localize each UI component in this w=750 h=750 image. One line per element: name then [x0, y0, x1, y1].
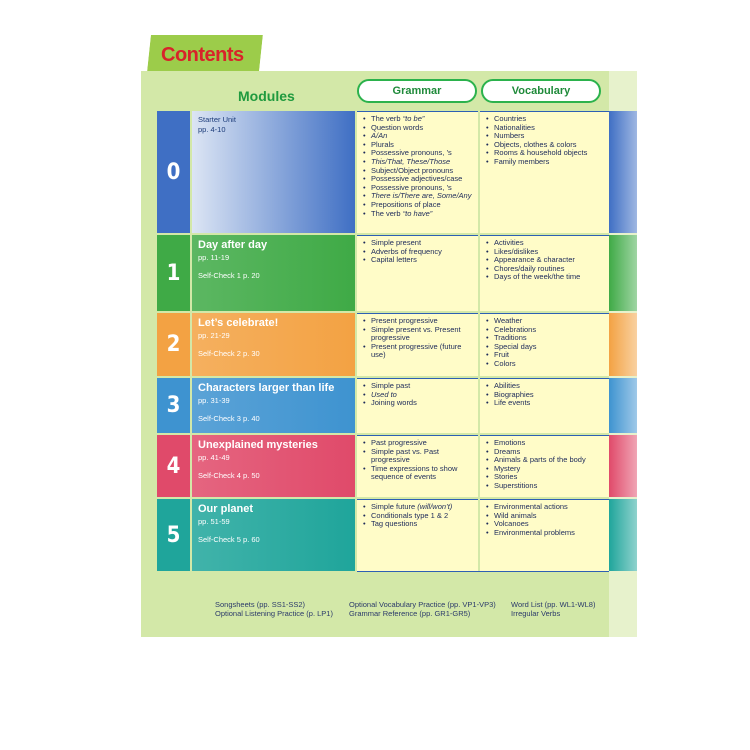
list-item: • Used to: [363, 391, 472, 400]
vocabulary-cell: [480, 313, 609, 376]
vocabulary-heading: Vocabulary: [481, 79, 601, 103]
self-check: Self-Check 1 p. 20: [198, 271, 260, 280]
module-row-5: [157, 499, 609, 571]
footer-item: Grammar Reference (pp. GR1-GR5): [349, 609, 471, 618]
module-info: [192, 378, 355, 433]
list-item: • Likes/dislikes: [486, 248, 603, 257]
list-item: • Past progressive: [363, 439, 472, 448]
list-item: • Superstitions: [486, 482, 603, 491]
page-title: Contents: [161, 44, 244, 66]
footer-col-1: [215, 600, 333, 618]
module-pages: Starter Unit: [198, 115, 236, 124]
vocabulary-cell: [480, 235, 609, 311]
list-item: • Abilities: [486, 382, 603, 391]
module-pages: pp. 11-19: [198, 253, 230, 262]
table-bottom-border: [357, 571, 609, 572]
module-pages: pp. 51-59: [198, 517, 230, 526]
grammar-cell: [357, 435, 478, 497]
module-number: 0: [157, 111, 190, 233]
module-row-0: [157, 111, 609, 233]
vocabulary-cell: [480, 378, 609, 433]
module-title: Our planet: [198, 503, 254, 515]
side-tab: [609, 499, 637, 571]
list-item: • The verb “to be”: [363, 115, 472, 124]
list-item: • Present progressive (future use): [363, 343, 472, 360]
list-item: • Joining words: [363, 399, 472, 408]
list-item: • Environmental problems: [486, 529, 603, 538]
list-item: • The verb “to have”: [363, 210, 472, 219]
footer-item: Optional Vocabulary Practice (pp. VP1-VP3): [349, 600, 496, 609]
module-title: Let’s celebrate!: [198, 317, 279, 329]
list-item: • Mystery: [486, 465, 603, 474]
list-item: • Numbers: [486, 132, 603, 141]
list-item: • Objects, clothes & colors: [486, 141, 603, 150]
list-item: • Simple past vs. Past progressive: [363, 448, 472, 465]
module-pages: pp. 21-29: [198, 331, 230, 340]
module-number: 5: [157, 499, 190, 571]
list-item: • Family members: [486, 158, 603, 167]
list-item: • Dreams: [486, 448, 603, 457]
list-item: • Question words: [363, 124, 472, 133]
list-item: • Prepositions of place: [363, 201, 472, 210]
footer-item: Optional Listening Practice (p. LP1): [215, 609, 333, 618]
list-item: • Fruit: [486, 351, 603, 360]
side-tab: [609, 111, 637, 233]
list-item: • Capital letters: [363, 256, 472, 265]
modules-heading: Modules: [238, 88, 295, 104]
module-number: 1: [157, 235, 190, 311]
list-item: • Life events: [486, 399, 603, 408]
module-info: [192, 235, 355, 311]
module-pages: pp. 4-10: [198, 125, 226, 134]
footer-item: Word List (pp. WL1-WL8): [511, 600, 596, 609]
list-item: • Colors: [486, 360, 603, 369]
list-item: • Celebrations: [486, 326, 603, 335]
module-info: [192, 313, 355, 376]
list-item: • Possessive pronouns, ’s: [363, 149, 472, 158]
grammar-cell: [357, 111, 478, 233]
list-item: • Countries: [486, 115, 603, 124]
list-item: • Present progressive: [363, 317, 472, 326]
self-check: Self-Check 2 p. 30: [198, 349, 260, 358]
grammar-cell: [357, 499, 478, 571]
list-item: • Simple future (will/won’t): [363, 503, 472, 512]
list-item: • Appearance & character: [486, 256, 603, 265]
module-info: [192, 499, 355, 571]
module-title: Characters larger than life: [198, 382, 335, 394]
list-item: • Activities: [486, 239, 603, 248]
list-item: • Animals & parts of the body: [486, 456, 603, 465]
vocabulary-cell: [480, 435, 609, 497]
list-item: • Time expressions to show sequence of events: [363, 465, 472, 482]
module-row-3: [157, 378, 609, 433]
list-item: • Adverbs of frequency: [363, 248, 472, 257]
module-number: 2: [157, 313, 190, 376]
list-item: • Possessive pronouns, ’s: [363, 184, 472, 193]
self-check: Self-Check 4 p. 50: [198, 471, 260, 480]
contents-page: [141, 33, 637, 637]
list-item: • Traditions: [486, 334, 603, 343]
module-title: Day after day: [198, 239, 268, 251]
vocabulary-cell: [480, 499, 609, 571]
list-item: • Rooms & household objects: [486, 149, 603, 158]
self-check: Self-Check 3 p. 40: [198, 414, 260, 423]
footer-item: Songsheets (pp. SS1-SS2): [215, 600, 306, 609]
list-item: • Subject/Object pronouns: [363, 167, 472, 176]
grammar-heading: Grammar: [357, 79, 477, 103]
list-item: • Days of the week/the time: [486, 273, 603, 282]
module-info: [192, 111, 355, 233]
list-item: • Special days: [486, 343, 603, 352]
list-item: • Chores/daily routines: [486, 265, 603, 274]
module-number: 4: [157, 435, 190, 497]
side-tab: [609, 378, 637, 433]
module-title: Unexplained mysteries: [198, 439, 318, 451]
grammar-cell: [357, 378, 478, 433]
module-pages: pp. 31-39: [198, 396, 230, 405]
module-number: 3: [157, 378, 190, 433]
list-item: • This/That, These/Those: [363, 158, 472, 167]
footer-col-3: [511, 600, 595, 618]
module-row-2: [157, 313, 609, 376]
list-item: • Plurals: [363, 141, 472, 150]
list-item: • Weather: [486, 317, 603, 326]
list-item: • Biographies: [486, 391, 603, 400]
side-tab: [609, 435, 637, 497]
grammar-cell: [357, 235, 478, 311]
list-item: • Wild animals: [486, 512, 603, 521]
vocabulary-cell: [480, 111, 609, 233]
list-item: • Nationalities: [486, 124, 603, 133]
list-item: • Tag questions: [363, 520, 472, 529]
module-row-1: [157, 235, 609, 311]
list-item: • Volcanoes: [486, 520, 603, 529]
list-item: • Simple past: [363, 382, 472, 391]
module-pages: pp. 41-49: [198, 453, 230, 462]
list-item: • There is/There are, Some/Any: [363, 192, 472, 201]
list-item: • Simple present: [363, 239, 472, 248]
side-tab: [609, 313, 637, 376]
list-item: • Possessive adjectives/case: [363, 175, 472, 184]
list-item: • Conditionals type 1 & 2: [363, 512, 472, 521]
module-info: [192, 435, 355, 497]
footer-item: Irregular Verbs: [511, 609, 561, 618]
list-item: • Environmental actions: [486, 503, 603, 512]
footer-col-2: [349, 600, 496, 618]
side-tab: [609, 235, 637, 311]
list-item: • Simple present vs. Present progressive: [363, 326, 472, 343]
list-item: • Stories: [486, 473, 603, 482]
self-check: Self-Check 5 p. 60: [198, 535, 260, 544]
module-row-4: [157, 435, 609, 497]
list-item: • A/An: [363, 132, 472, 141]
list-item: • Emotions: [486, 439, 603, 448]
grammar-cell: [357, 313, 478, 376]
